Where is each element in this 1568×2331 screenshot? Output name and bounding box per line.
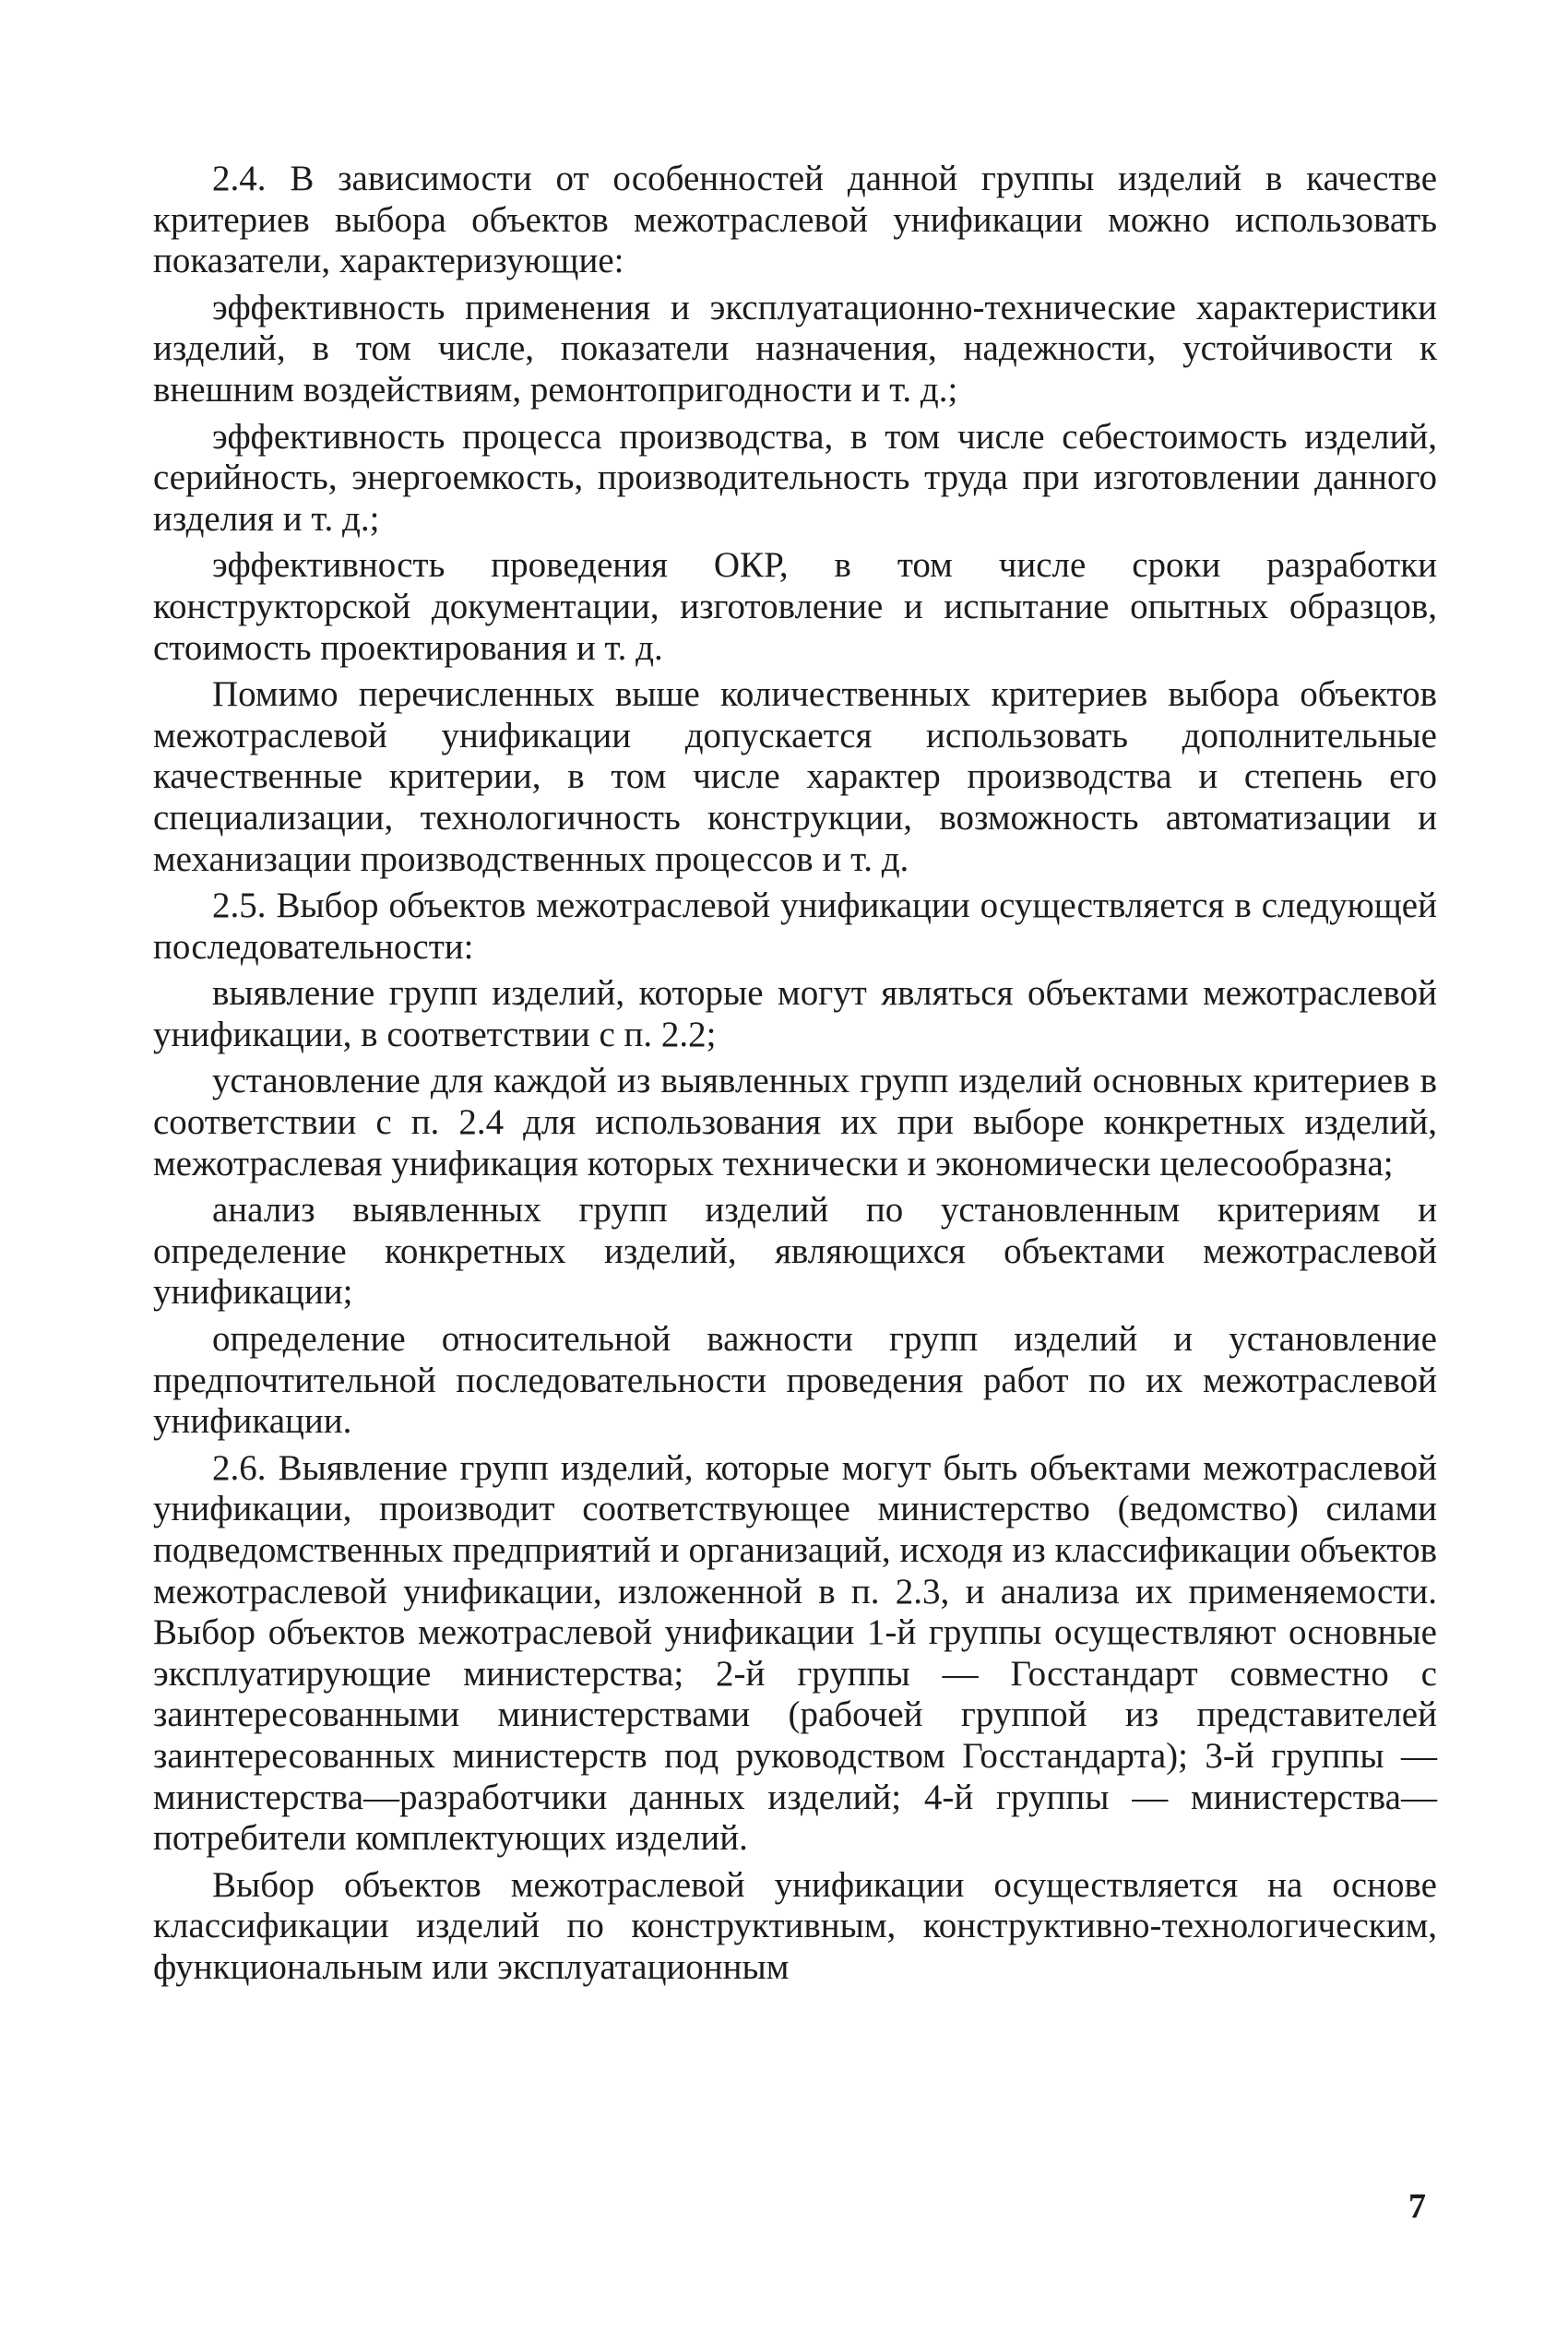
paragraph-criteria-application: эффективность применения и эксплуатационно-технические характеристики изделий, в том числе, показатели назначения, надежности, устойчивости к внешним воздействиям, ремонтопригодности и т. д.; [153, 287, 1437, 410]
paragraph-2-6: 2.6. Выявление групп изделий, которые могут быть объектами межотраслевой унификации, производит соответствующее министерство (ведомство) силами подведомственных предприятий и организаций, исходя из классификации объектов межотраслевой унификации, изложенной в п. 2.3, и анализа их применяемости. Выбор объектов межотраслевой унификации 1-й группы осуществляют основные эксплуатирующие министерства; 2-й группы — Госстандарт совместно с заинтересованными министерствами (рабочей группой из представителей заинтересованных министерств под руководством Госстандарта); 3-й группы — министерства—разработчики данных изделий; 4-й группы — министерства—потребители комплектующих изделий. [153, 1447, 1437, 1859]
paragraph-2-4-intro: 2.4. В зависимости от особенностей данной группы изделий в качестве критериев выбора объектов межотраслевой унификации можно использовать показатели, характеризующие: [153, 159, 1437, 281]
paragraph-step-analysis: анализ выявленных групп изделий по установленным критериям и определение конкретных изделий, являющихся объектами межотраслевой унификации; [153, 1190, 1437, 1313]
paragraph-selection-basis: Выбор объектов межотраслевой унификации осуществляется на основе классификации изделий по конструктивным, конструктивно-технологическим, функциональным или эксплуатационным [153, 1864, 1437, 1987]
paragraph-2-5-intro: 2.5. Выбор объектов межотраслевой унификации осуществляется в следующей последовательности: [153, 886, 1437, 967]
paragraph-step-identify-groups: выявление групп изделий, которые могут являться объектами межотраслевой унификации, в соответствии с п. 2.2; [153, 973, 1437, 1054]
page-number: 7 [1408, 2187, 1426, 2226]
paragraph-step-set-criteria: установление для каждой из выявленных групп изделий основных критериев в соответствии с п. 2.4 для использования их при выборе конкретных изделий, межотраслевая унификация которых технически и экономически целесообразна; [153, 1061, 1437, 1183]
paragraph-step-priority: определение относительной важности групп изделий и установление предпочтительной последовательности проведения работ по их межотраслевой унификации. [153, 1319, 1437, 1442]
document-body [153, 159, 1437, 1994]
paragraph-qualitative-criteria: Помимо перечисленных выше количественных критериев выбора объектов межотраслевой унификации допускается использовать дополнительные качественные критерии, в том числе характер производства и степень его специализации, технологичность конструкции, возможность автоматизации и механизации производственных процессов и т. д. [153, 674, 1437, 879]
paragraph-criteria-production: эффективность процесса производства, в том числе себестоимость изделий, серийность, энергоемкость, производительность труда при изготовлении данного изделия и т. д.; [153, 416, 1437, 539]
paragraph-criteria-okr: эффективность проведения ОКР, в том числе сроки разработки конструкторской документации, изготовление и испытание опытных образцов, стоимость проектирования и т. д. [153, 545, 1437, 668]
